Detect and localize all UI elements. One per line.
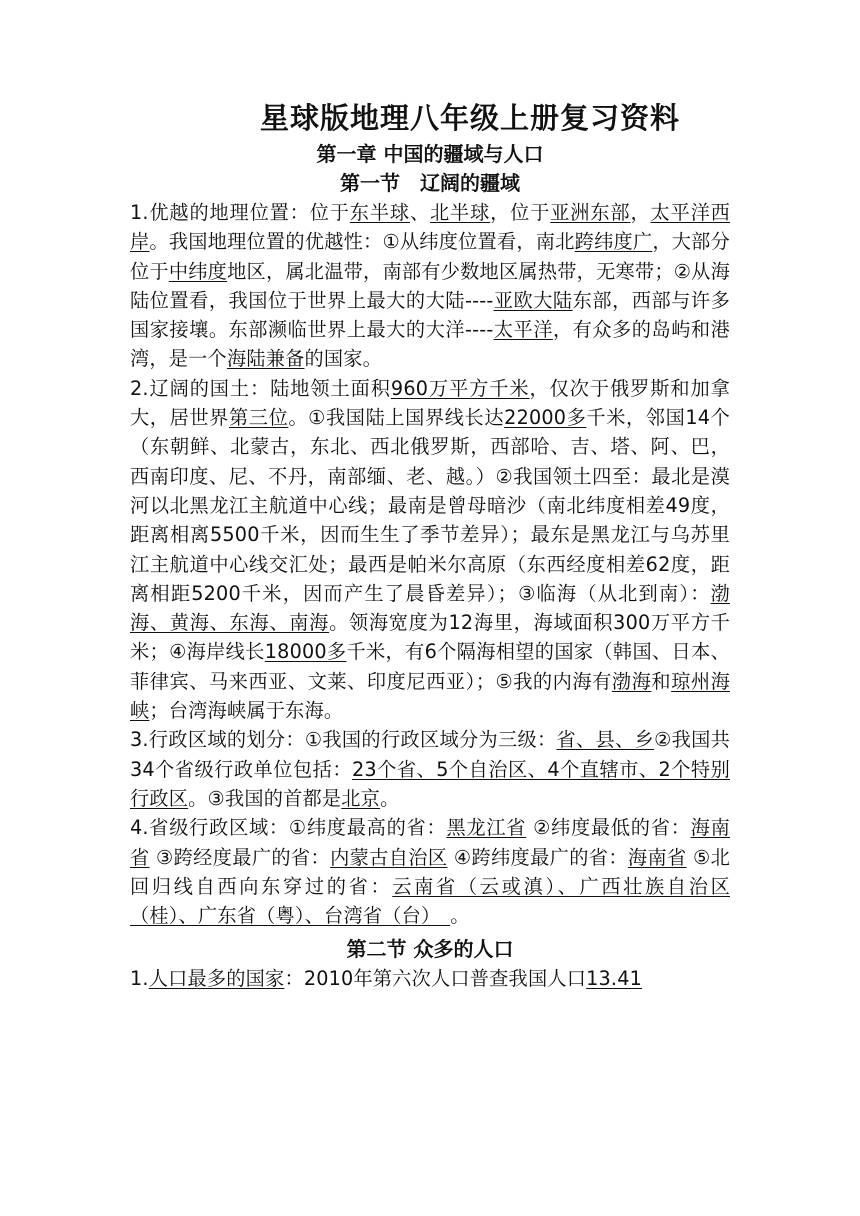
underlined-answer: 渤海 xyxy=(611,669,652,693)
text-run: 。 xyxy=(450,904,470,928)
paragraph-provinces xyxy=(130,813,730,930)
text-run: 地区，属北温带，南部有少数地区属热带，无寒带；②从海陆位置看，我国位于世界上最大的大陆---- xyxy=(130,259,730,312)
text-run: ；台湾海峡属于东海。 xyxy=(149,699,344,723)
text-run: 4.省级行政区域：①纬度最高的省： xyxy=(130,816,447,840)
underlined-answer: 太平洋 xyxy=(493,318,553,342)
underlined-answer: 第三位 xyxy=(228,406,289,430)
text-run: 1. xyxy=(130,967,149,991)
text-run: 。③我国的首都是 xyxy=(188,786,342,810)
text-run: 。 xyxy=(380,786,400,810)
text-run: 和 xyxy=(651,669,672,693)
text-run: ：2010年第六次人口普查我国人口 xyxy=(284,967,587,991)
text-run: 、 xyxy=(409,201,430,224)
section-title: 第二节 众多的人口 xyxy=(346,937,514,962)
text-run: 3.行政区域的划分：①我国的行政区域分为三级： xyxy=(130,728,557,752)
underlined-answer: 13.41 xyxy=(586,967,643,991)
underlined-answer: 内蒙古自治区 xyxy=(330,845,448,869)
underlined-answer: 北半球 xyxy=(429,201,491,224)
underlined-answer: 亚欧大陆 xyxy=(493,288,573,312)
text-run: 1.优越的地理位置：位于 xyxy=(130,201,350,224)
underlined-answer: 太平洋西岸 xyxy=(130,201,730,254)
underlined-answer: 海南省 xyxy=(627,845,687,869)
text-run: 的国家。 xyxy=(304,347,383,371)
document-page xyxy=(130,96,730,994)
underlined-answer: 海南省 xyxy=(130,816,730,869)
underlined-answer: 省、县、乡 xyxy=(556,728,655,752)
underlined-answer: 琼州海峡 xyxy=(130,669,730,723)
underlined-answer: 人口最多的国家 xyxy=(148,967,285,991)
text-run: ③跨经度最广的省： xyxy=(149,845,331,869)
text-run: ，位于 xyxy=(490,201,551,224)
paragraph-population xyxy=(130,964,730,993)
text-run: 千米，有6个隔海相望的国家（韩国、日本、菲律宾、马来西亚、文莱、印度尼西亚）；⑤我的内海有 xyxy=(130,640,730,693)
paragraph-geographic-location xyxy=(130,198,730,374)
text-run: ②纬度最低的省： xyxy=(526,816,691,840)
text-run: ，有众多的岛屿和港湾，是一个 xyxy=(130,318,730,371)
text-run: 。①我国陆上国界线长达 xyxy=(288,406,505,430)
underlined-answer: 22000多 xyxy=(504,406,587,430)
text-run: ④跨纬度最广的省： xyxy=(447,845,628,869)
text-run: ，大部分位于 xyxy=(130,230,730,283)
text-run: 东部，西部与许多国家接壤。东部濒临世界上最大的大洋---- xyxy=(130,288,730,342)
text-run: 。领海宽度为12海里，海域面积300万平方千米；④海岸线长 xyxy=(130,611,731,664)
underlined-answer: 23个省、5个自治区、4个直辖市、2个特别行政区 xyxy=(130,757,730,810)
text-run: ②我国共34个省级行政单位包括： xyxy=(130,728,730,781)
document-title: 星球版地理八年级上册复习资料 xyxy=(260,101,681,135)
text-run: 千米，邻国14个（东朝鲜、北蒙古，东北、西北俄罗斯，西部哈、吉、塔、阿、巴，西南印度、尼、不丹，南部缅、老、越。）②我国领土四至：最北是漠河以北黑龙江主航道中心线；最南是曾母暗沙（南北纬度相差49度，距离相离5500千米，因而生生了季节差异）；最东是黑龙江与乌苏里江主航道中心线交汇处；最西是帕米尔高原（东西经度相差62度，距离相距5200千米，因而产生了晨昏差异）；③临海（从北到南）： xyxy=(130,406,730,605)
underlined-answer: 跨纬度广 xyxy=(574,230,653,254)
paragraph-territory xyxy=(130,374,730,726)
underlined-answer: 亚洲东部 xyxy=(550,201,631,224)
underlined-answer: 18000多 xyxy=(264,640,347,664)
text-run: ， xyxy=(630,201,651,224)
underlined-answer: 渤海、黄海、东海、南海 xyxy=(130,581,730,635)
paragraph-administrative-division xyxy=(130,725,730,813)
underlined-answer: 海陆兼备 xyxy=(226,347,305,371)
underlined-answer: 云南省（云或滇）、广西壮族自治区（桂）、广东省（粤）、台湾省（台） xyxy=(130,874,730,928)
text-run: 2.辽阔的国土：陆地领土面积 xyxy=(130,376,391,400)
chapter-title: 第一章 中国的疆域与人口 xyxy=(316,142,544,166)
text-run: ⑤北回归线自西向东穿过的省： xyxy=(130,845,731,898)
underlined-answer: 北京 xyxy=(341,786,381,810)
underlined-answer: 黑龙江省 xyxy=(446,816,527,840)
underlined-answer: 960万平方千米 xyxy=(390,376,530,400)
underlined-answer: 东半球 xyxy=(349,201,410,224)
section-title: 第一节 辽阔的疆域 xyxy=(340,171,520,195)
underlined-answer: 中纬度 xyxy=(168,259,228,283)
text-run: 。我国地理位置的优越性：①从纬度位置看，南北 xyxy=(149,230,575,254)
text-run: ，仅次于俄罗斯和加拿大，居世界 xyxy=(130,376,730,430)
